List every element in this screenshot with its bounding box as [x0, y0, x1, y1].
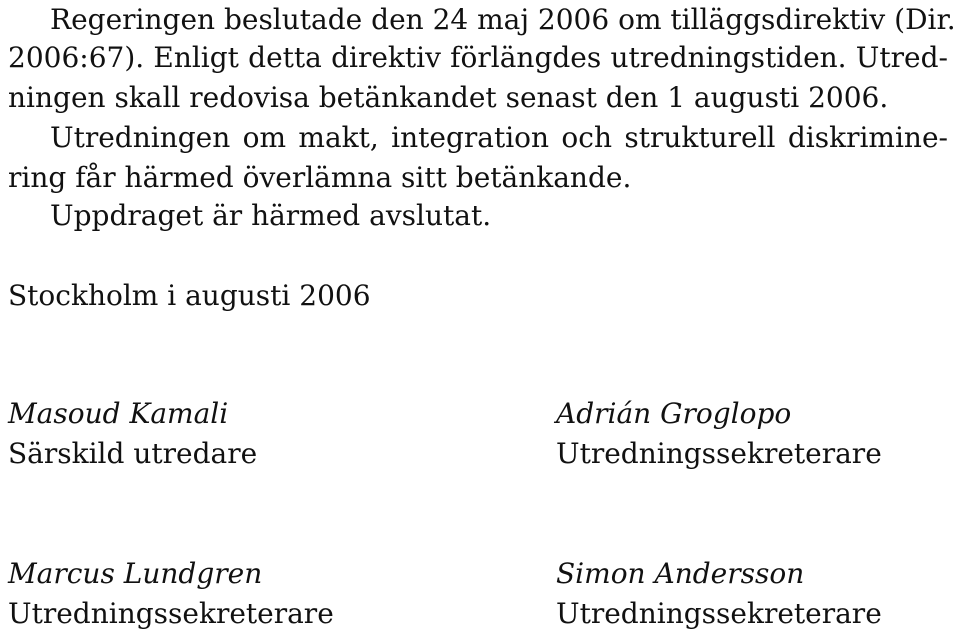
signature-block — [8, 556, 334, 632]
signatory-name: Adrián Groglopo — [556, 397, 792, 430]
signatory-name: Simon Andersson — [556, 557, 805, 590]
paragraph-line-1: Regeringen beslutade den 24 maj 2006 om tilläggsdirektiv (Dir. — [50, 3, 956, 36]
signature-block — [8, 396, 257, 472]
paragraph-line-3: ningen skall redovisa betänkandet senast den 1 augusti 2006. — [8, 81, 889, 114]
signatory-role: Särskild utredare — [8, 437, 258, 470]
signatory-name: Masoud Kamali — [8, 397, 229, 430]
signature-block — [556, 556, 882, 632]
paragraph-line-6: Uppdraget är härmed avslutat. — [50, 199, 492, 232]
paragraph-line-5: ring får härmed överlämna sitt betänkande. — [8, 161, 632, 194]
signatory-name: Marcus Lundgren — [8, 557, 263, 590]
signatory-role: Utredningssekreterare — [556, 437, 882, 470]
paragraph-line-4: Utredningen om makt, integration och strukturell diskrimine- — [50, 121, 948, 154]
signatory-role: Utredningssekreterare — [556, 597, 882, 630]
signatory-role: Utredningssekreterare — [8, 597, 334, 630]
paragraph-line-2: 2006:67). Enligt detta direktiv förlängdes utredningstiden. Utred- — [8, 41, 948, 74]
place-date: Stockholm i augusti 2006 — [8, 279, 371, 312]
signature-block — [556, 396, 882, 472]
